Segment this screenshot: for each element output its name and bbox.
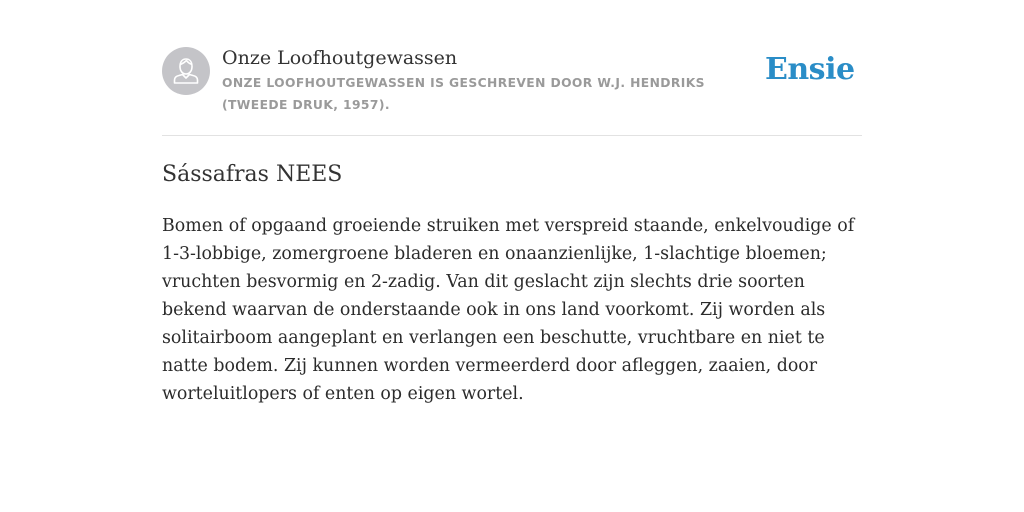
entry-title: Sássafras NEES [162, 162, 343, 187]
avatar-person-icon [162, 47, 210, 95]
header-divider [162, 135, 862, 136]
entry-body: Bomen of opgaand groeiende struiken met verspreid staande, enkelvoudige of 1-3-lobbige, zomergroene bladeren en onaanzienlijke, 1-slachtige bloemen; vruchten besvormig en 2-zadig. Van dit geslacht zijn slechts drie soorten bekend waarvan de onderstaande ook in ons land voorkomt. Zij worden als solitairboom aangeplant en verlangen een beschutte, vruchtbare en niet te natte bodem. Zij kunnen worden vermeerderd door afleggen, zaaien, door worteluitlopers of enten op eigen wortel. [162, 216, 855, 404]
source-description: ONZE LOOFHOUTGEWASSEN IS GESCHREVEN DOOR W.J. HENDRIKS (TWEEDE DRUK, 1957). [222, 76, 705, 112]
ensie-logo[interactable]: Ensie [765, 52, 855, 87]
user-placeholder-icon [162, 47, 210, 95]
source-title[interactable]: Onze Loofhoutgewassen [222, 47, 458, 69]
source-header [162, 46, 862, 116]
